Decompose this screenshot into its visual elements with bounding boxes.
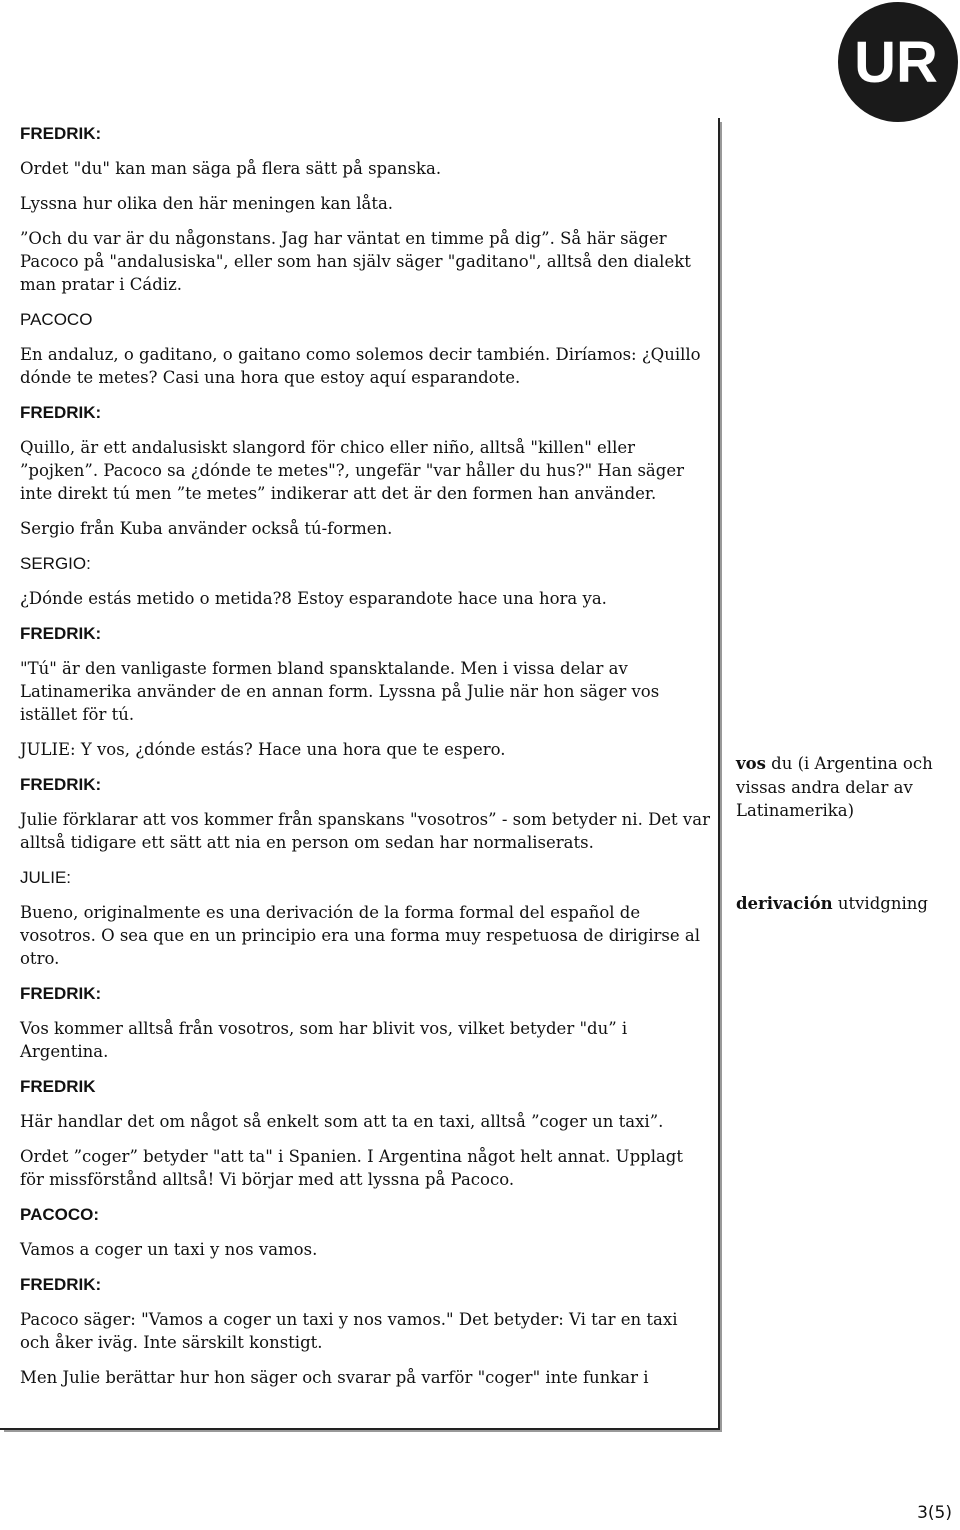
speaker-label: JULIE: bbox=[20, 868, 72, 887]
transcript-line: Julie förklarar att vos kommer från spanskans "vosotros” - som betyder ni. Det var alltså tidigare ett sätt att nia en person om sedan har normaliserats. bbox=[20, 810, 710, 852]
speaker-label: FREDRIK: bbox=[20, 1275, 102, 1294]
transcript-line: ¿Dónde estás metido o metida?8 Estoy esparandote hace una hora ya. bbox=[20, 589, 607, 608]
transcript-line: ”Och du var är du någonstans. Jag har väntat en timme på dig”. Så här säger Pacoco på "andalusiska", eller som han själv säger "gaditano", alltså den dialekt man pratar i Cádiz. bbox=[20, 229, 691, 294]
glossary-entry bbox=[736, 892, 946, 916]
glossary-entry bbox=[736, 752, 946, 823]
transcript-line: Vos kommer alltså från vosotros, som har blivit vos, vilket betyder "du” i Argentina. bbox=[20, 1019, 628, 1061]
glossary-term: derivación bbox=[736, 894, 833, 913]
glossary-term: vos bbox=[736, 754, 766, 773]
transcript-line: Men Julie berättar hur hon säger och svarar på varför "coger" inte funkar i bbox=[20, 1368, 649, 1387]
speaker-label: FREDRIK: bbox=[20, 624, 102, 643]
transcript-line: En andaluz, o gaditano, o gaitano como solemos decir también. Diríamos: ¿Quillo dónde te metes? Casi una hora que estoy aquí esparandote. bbox=[20, 345, 701, 387]
transcript-line: Quillo, är ett andalusiskt slangord för chico eller niño, alltså "killen" eller ”pojken”. Pacoco sa ¿dónde te metes"?, ungefär "var håller du hus?" Han säger inte direkt tú men ”te metes” indikerar att det är den formen han använder. bbox=[20, 438, 684, 503]
page-number: 3(5) bbox=[917, 1503, 952, 1523]
speaker-label: SERGIO: bbox=[20, 554, 91, 573]
speaker-label: FREDRIK bbox=[20, 1077, 96, 1096]
speaker-label: FREDRIK: bbox=[20, 403, 102, 422]
transcript-line: Här handlar det om något så enkelt som att ta en taxi, alltså ”coger un taxi”. bbox=[20, 1112, 664, 1131]
transcript-line: Lyssna hur olika den här meningen kan låta. bbox=[20, 194, 394, 213]
speaker-label: PACOCO: bbox=[20, 1205, 100, 1224]
transcript-body bbox=[20, 118, 710, 1401]
transcript-line: JULIE: Y vos, ¿dónde estás? Hace una hora que te espero. bbox=[20, 740, 506, 759]
transcript-line: Vamos a coger un taxi y nos vamos. bbox=[20, 1240, 318, 1259]
ur-logo-icon bbox=[838, 2, 958, 122]
transcript-line: Pacoco säger: "Vamos a coger un taxi y nos vamos." Det betyder: Vi tar en taxi och åker iväg. Inte särskilt konstigt. bbox=[20, 1310, 678, 1352]
transcript-line: Sergio från Kuba använder också tú-formen. bbox=[20, 519, 393, 538]
transcript-line: "Tú" är den vanligaste formen bland spansktalande. Men i vissa delar av Latinamerika använder de en annan form. Lyssna på Julie när hon säger vos istället för tú. bbox=[20, 659, 660, 724]
transcript-line: Ordet "du" kan man säga på flera sätt på spanska. bbox=[20, 159, 442, 178]
transcript-line: Bueno, originalmente es una derivación de la forma formal del español de vosotros. O sea que en un principio era una forma muy respetuosa de dirigirse al otro. bbox=[20, 903, 701, 968]
speaker-label: FREDRIK: bbox=[20, 775, 102, 794]
ur-logo-text: UR bbox=[854, 30, 938, 95]
glossary-definition: utvidgning bbox=[837, 894, 928, 913]
speaker-label: FREDRIK: bbox=[20, 984, 102, 1003]
speaker-label: PACOCO bbox=[20, 310, 93, 329]
speaker-label: FREDRIK: bbox=[20, 124, 102, 143]
ur-logo bbox=[838, 2, 958, 122]
glossary-definition: du (i Argentina och vissas andra delar av Latinamerika) bbox=[736, 754, 933, 820]
transcript-line: Ordet ”coger” betyder "att ta" i Spanien. I Argentina något helt annat. Upplagt för missförstånd alltså! Vi börjar med att lyssna på Pacoco. bbox=[20, 1147, 684, 1189]
